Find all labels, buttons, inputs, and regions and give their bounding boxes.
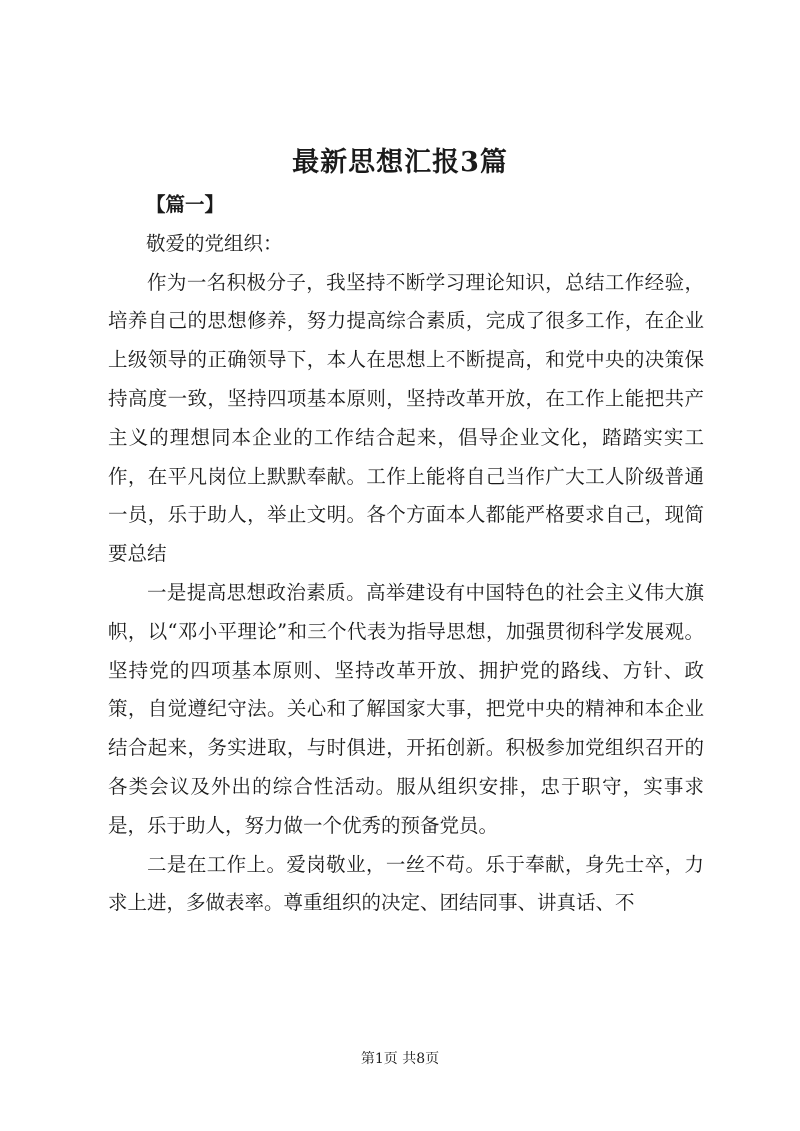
paragraph-1: 作为一名积极分子，我坚持不断学习理论知识，总结工作经验，培养自己的思想修养，努力提高综合素质，完成了很多工作，在企业上级领导的正确领导下，本人在思想上不断提高，和党中央的决策保持高度一致，坚持四项基本原则，坚持改革开放，在工作上能把共产主义的理想同本企业的工作结合起来，倡导企业文化，踏踏实实工作，在平凡岗位上默默奉献。工作上能将自己当作广大工人阶级普通一员，乐于助人，举止文明。各个方面本人都能严格要求自己，现简要总结 [108,270,704,566]
section-heading: 【篇一】 [146,193,225,216]
document-title: 最新思想汇报3篇 [292,147,508,178]
paragraph-3: 二是在工作上。爱岗敬业，一丝不苟。乐于奉献，身先士卒，力求上进，多做表率。尊重组织的决定、团结同事、讲真话、不 [108,852,704,915]
salutation: 敬爱的党组织： [146,231,283,255]
paragraph-2: 一是提高思想政治素质。高举建设有中国特色的社会主义伟大旗帜，以“邓小平理论”和三个代表为指导思想，加强贯彻科学发展观。坚持党的四项基本原则、坚持改革开放、拥护党的路线、方针、政策，自觉遵纪守法。关心和了解国家大事，把党中央的精神和本企业结合起来，务实进取，与时俱进，开拓创新。积极参加党组织召开的各类会议及外出的综合性活动。服从组织安排，忠于职守，实事求是，乐于助人，努力做一个优秀的预备党员。 [108,580,704,837]
document-body [108,186,704,923]
page-footer: 第1页 共8页 [360,1051,440,1067]
